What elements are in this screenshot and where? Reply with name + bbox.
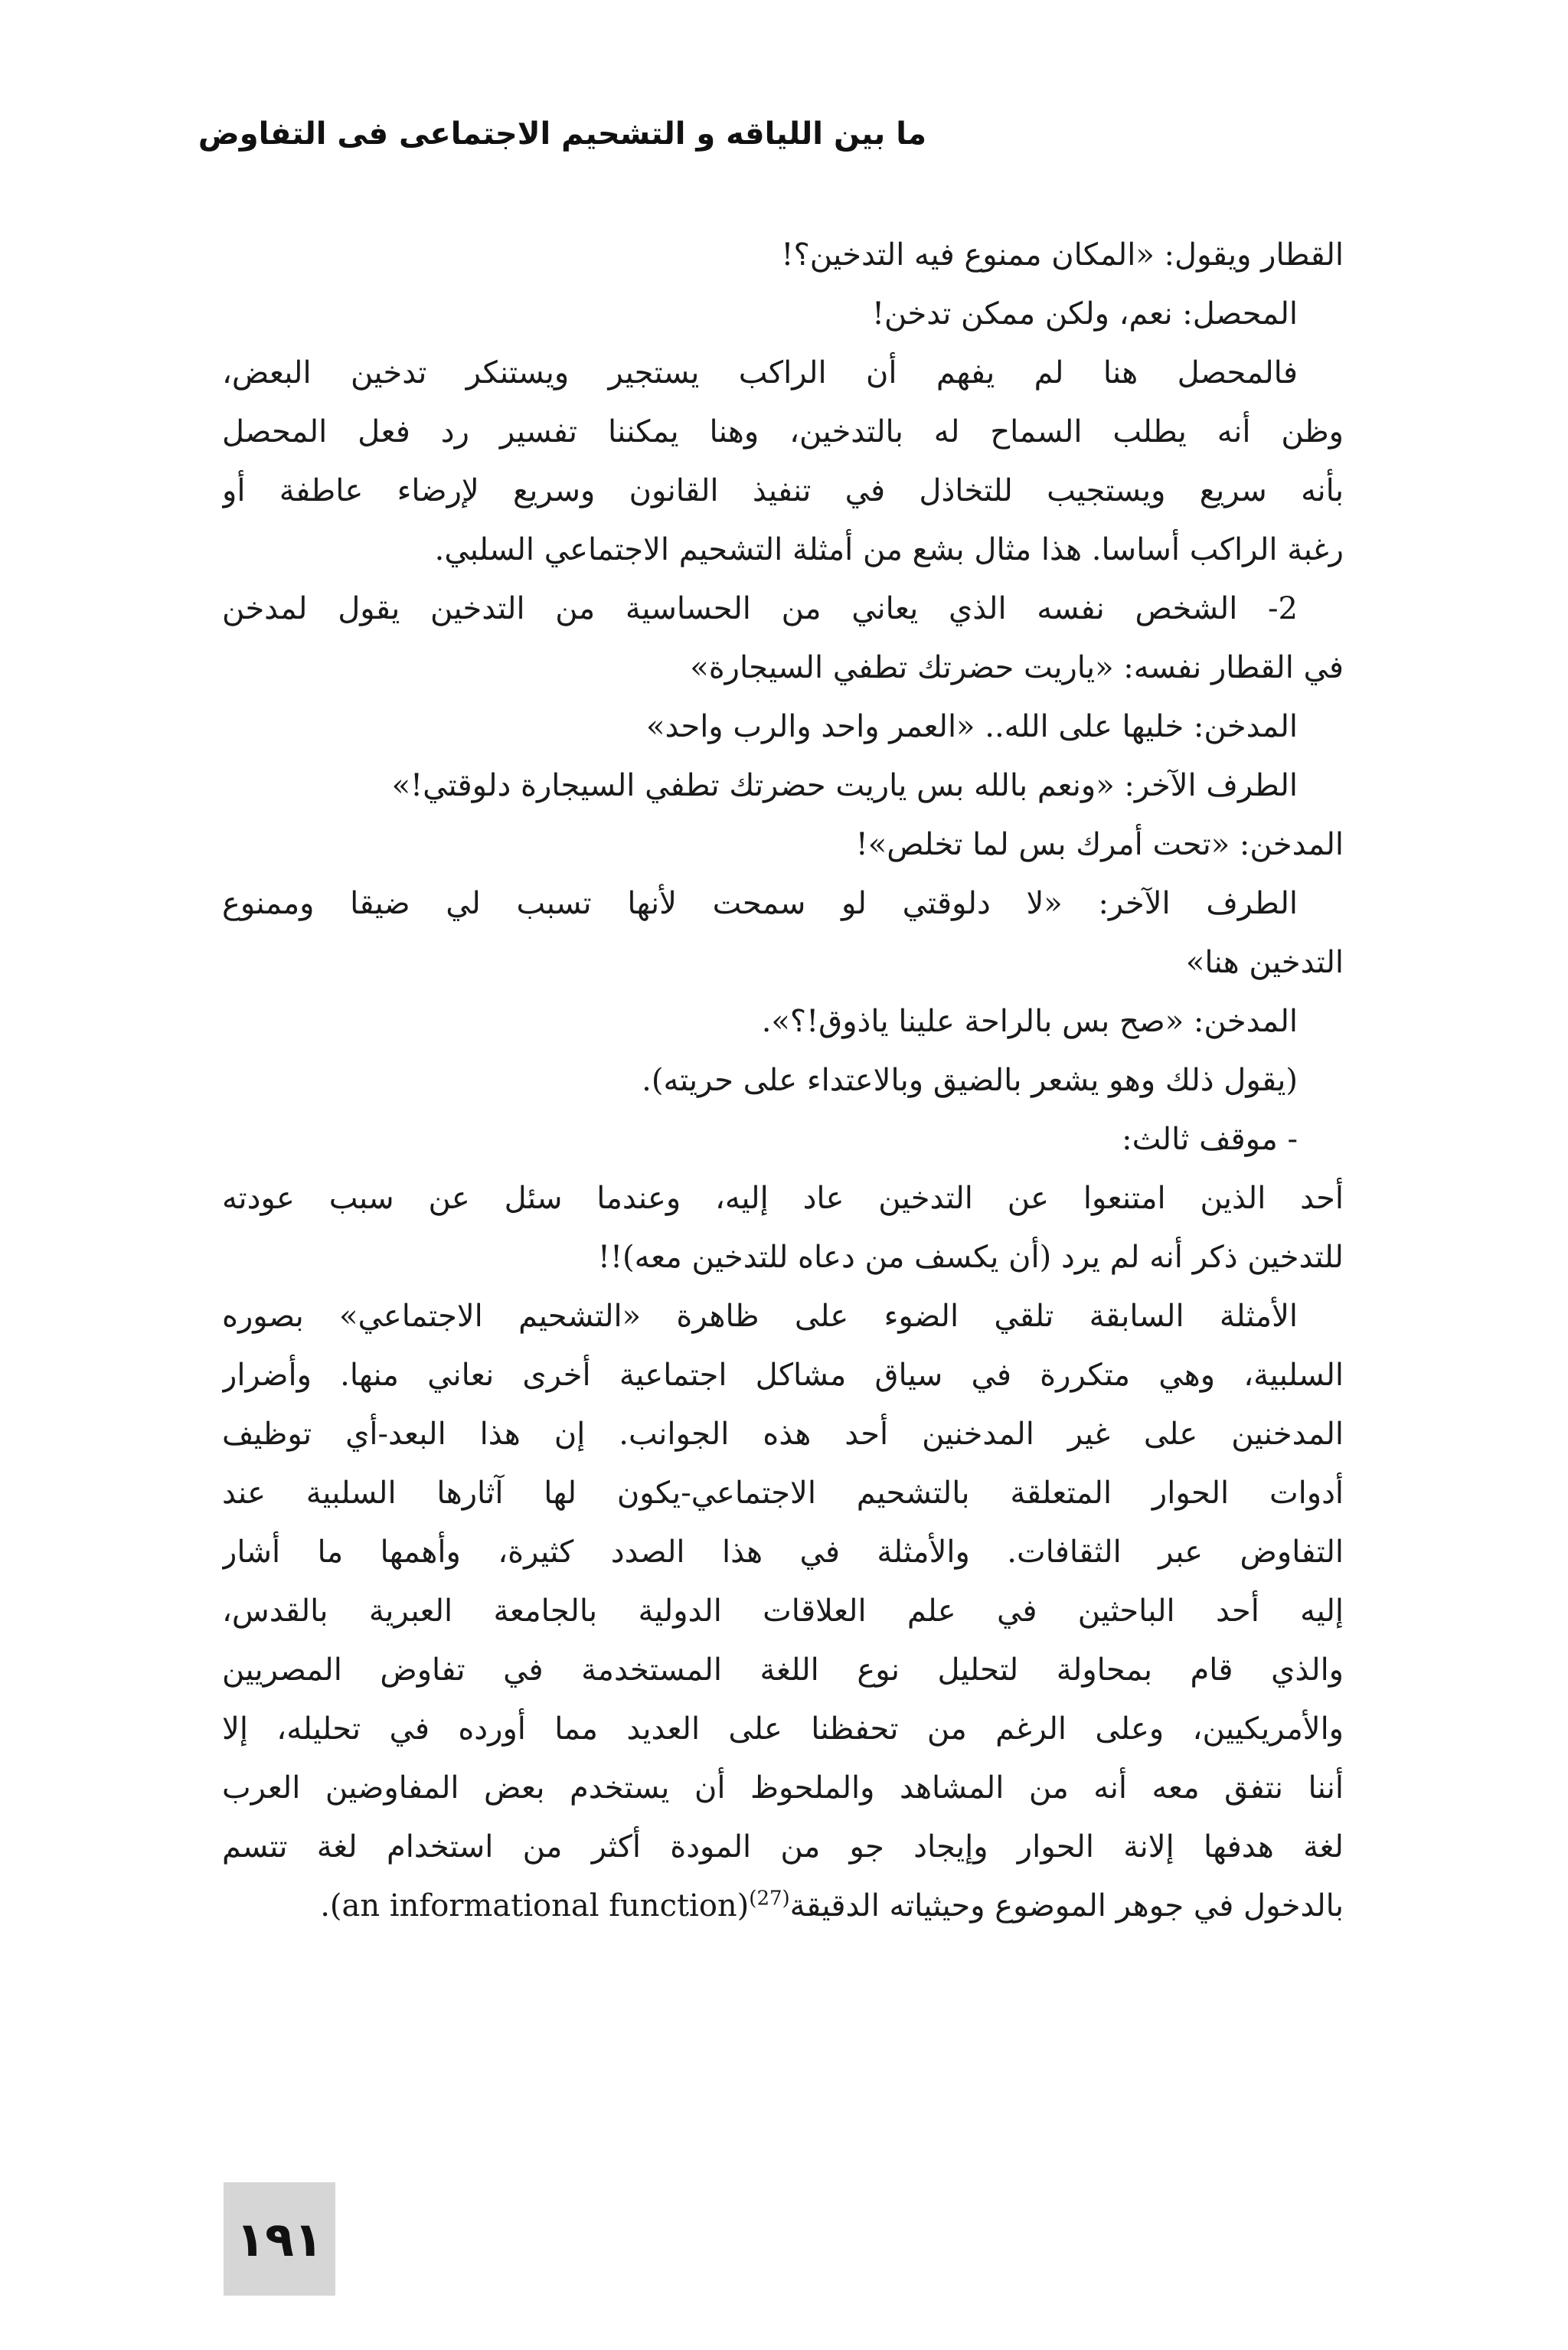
text-line: وظن أنه يطلب السماح له بالتدخين، وهنا يمكننا تفسير رد فعل المحصل (222, 414, 1344, 449)
text-line: التفاوض عبر الثقافات. والأمثلة في هذا الصدد كثيرة، وأهمها ما أشار (222, 1535, 1344, 1570)
text-line: أدوات الحوار المتعلقة بالتشحيم الاجتماعي-يكون لها آثارها السلبية عند (222, 1476, 1344, 1511)
body-text (222, 226, 1344, 1936)
text-line: للتدخين ذكر أنه لم يرد (أن يكسف من دعاه للتدخين معه)!! (597, 1240, 1344, 1275)
text-line: أحد الذين امتنعوا عن التدخين عاد إليه، وعندما سئل عن سبب عودته (222, 1181, 1344, 1216)
running-header: ما بين اللياقه و التشحيم الاجتماعى فى التفاوض (198, 116, 926, 152)
english-term: (an informational function) (329, 1888, 750, 1923)
page-number: ١٩١ (236, 2211, 323, 2267)
end-punctuation: . (320, 1888, 330, 1923)
text-line: - موقف ثالث: (1122, 1122, 1298, 1157)
text-line: إليه أحد الباحثين في علم العلاقات الدولية بالجامعة العبرية بالقدس، (222, 1593, 1344, 1629)
text-line: القطار ويقول: «المكان ممنوع فيه التدخين؟! (781, 237, 1344, 273)
text-line: والذي قام بمحاولة لتحليل نوع اللغة المستخدمة في تفاوض المصريين (222, 1652, 1344, 1688)
text-line: فالمحصل هنا لم يفهم أن الراكب يستجير ويستنكر تدخين البعض، (222, 355, 1298, 391)
text-line: أننا نتفق معه أنه من المشاهد والملحوظ أن يستخدم بعض المفاوضين العرب (222, 1770, 1344, 1806)
text-line: المدخنين على غير المدخنين أحد هذه الجوانب. إن هذا البعد-أي توظيف (222, 1417, 1344, 1452)
text-line: السلبية، وهي متكررة في سياق مشاكل اجتماعية أخرى نعاني منها. وأضرار (222, 1358, 1344, 1393)
text-line: المدخن: «صح بس بالراحة علينا ياذوق!؟». (761, 1004, 1298, 1039)
text-line: رغبة الراكب أساسا. هذا مثال بشع من أمثلة التشحيم الاجتماعي السلبي. (434, 532, 1344, 567)
text-line: المدخن: «تحت أمرك بس لما تخلص»! (855, 827, 1344, 862)
text-line: الطرف الآخر: «لا دلوقتي لو سمحت لأنها تسبب لي ضيقا وممنوع (222, 886, 1298, 921)
text-line: الطرف الآخر: «ونعم بالله بس ياريت حضرتك تطفي السيجارة دلوقتي!» (391, 768, 1298, 803)
text-line: (يقول ذلك وهو يشعر بالضيق وبالاعتداء على حريته). (642, 1063, 1298, 1098)
text-line: لغة هدفها إلانة الحوار وإيجاد جو من المودة أكثر من استخدام لغة تتسم (222, 1829, 1344, 1865)
text-line: المدخن: خليها على الله.. «العمر واحد والرب واحد» (646, 709, 1298, 744)
text-line: الأمثلة السابقة تلقي الضوء على ظاهرة «التشحيم الاجتماعي» بصوره (222, 1299, 1298, 1334)
text-line: بأنه سريع ويستجيب للتخاذل في تنفيذ القانون وسريع لإرضاء عاطفة أو (222, 473, 1344, 508)
text-line: المحصل: نعم، ولكن ممكن تدخن! (871, 296, 1298, 332)
page-number-box (224, 2182, 335, 2296)
text-line: التدخين هنا» (1185, 945, 1344, 980)
text-line: في القطار نفسه: «ياريت حضرتك تطفي السيجارة» (690, 650, 1344, 685)
text-line: 2- الشخص نفسه الذي يعاني من الحساسية من التدخين يقول لمدخن (222, 591, 1298, 626)
text-line: والأمريكيين، وعلى الرغم من تحفظنا على العديد مما أورده في تحليله، إلا (222, 1711, 1344, 1747)
footnote-reference: (27) (749, 1887, 790, 1910)
last-line-arabic: بالدخول في جوهر الموضوع وحيثياته الدقيقة (789, 1888, 1344, 1923)
text-line-last (222, 1877, 1344, 1936)
